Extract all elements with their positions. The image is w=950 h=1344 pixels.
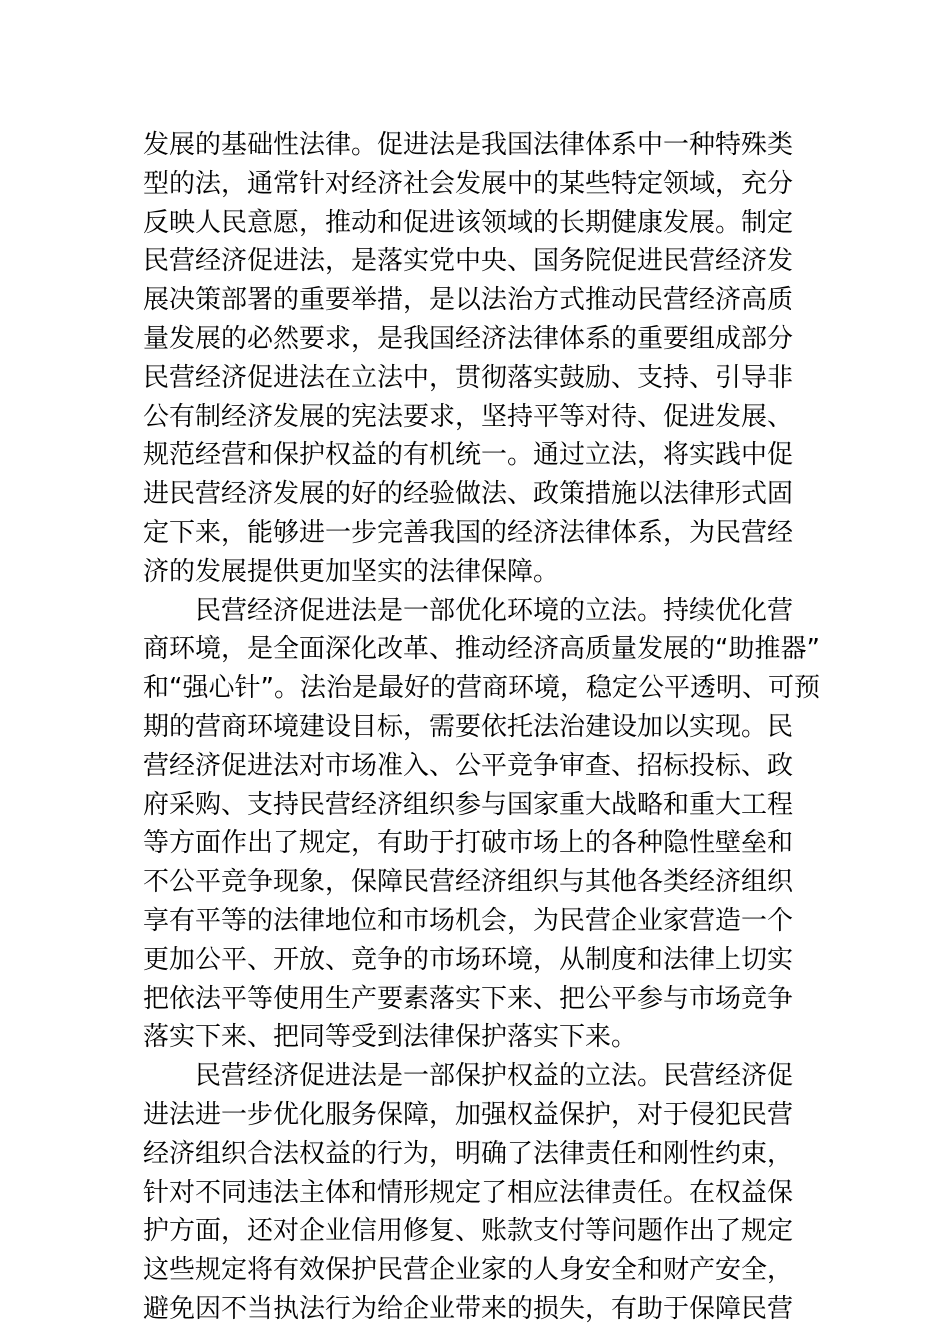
text-line: 反映人民意愿，推动和促进该领域的长期健康发展。制定 <box>143 207 794 238</box>
text-line: 型的法，通常针对经济社会发展中的某些特定领域，充分 <box>143 168 794 199</box>
text-line: 济的发展提供更加坚实的法律保障。 <box>143 556 560 587</box>
text-line: 进民营经济发展的好的经验做法、政策措施以法律形式固 <box>143 479 794 510</box>
text-line: 这些规定将有效保护民营企业家的人身安全和财产安全， <box>143 1255 794 1286</box>
text-line: 进法进一步优化服务保障，加强权益保护，对于侵犯民营 <box>143 1099 794 1130</box>
text-line: 公有制经济发展的宪法要求，坚持平等对待、促进发展、 <box>143 401 794 432</box>
text-line: 量发展的必然要求，是我国经济法律体系的重要组成部分 <box>143 323 794 354</box>
body-text <box>143 126 820 1329</box>
text-line: 针对不同违法主体和情形规定了相应法律责任。在权益保 <box>143 1177 794 1208</box>
text-line: 展决策部署的重要举措，是以法治方式推动民营经济高质 <box>143 285 794 316</box>
text-line: 等方面作出了规定，有助于打破市场上的各种隐性壁垒和 <box>143 828 794 859</box>
paragraph-start-line: 民营经济促进法是一部保护权益的立法。民营经济促 <box>195 1061 794 1092</box>
text-line: 避免因不当执法行为给企业带来的损失，有助于保障民营 <box>143 1293 794 1324</box>
text-line: 定下来，能够进一步完善我国的经济法律体系，为民营经 <box>143 517 794 548</box>
text-line: 护方面，还对企业信用修复、账款支付等问题作出了规定 <box>143 1216 794 1247</box>
text-line: 不公平竞争现象，保障民营经济组织与其他各类经济组织 <box>143 867 794 898</box>
text-line: 商环境，是全面深化改革、推动经济高质量发展的“助推器” <box>143 634 820 665</box>
text-line: 经济组织合法权益的行为，明确了法律责任和刚性约束， <box>143 1138 794 1169</box>
text-line: 营经济促进法对市场准入、公平竞争审查、招标投标、政 <box>143 750 794 781</box>
text-line: 享有平等的法律地位和市场机会，为民营企业家营造一个 <box>143 905 794 936</box>
text-line: 府采购、支持民营经济组织参与国家重大战略和重大工程 <box>143 789 794 820</box>
text-line: 落实下来、把同等受到法律保护落实下来。 <box>143 1022 638 1053</box>
text-line: 民营经济促进法在立法中，贯彻落实鼓励、支持、引导非 <box>143 362 794 393</box>
text-line: 期的营商环境建设目标，需要依托法治建设加以实现。民 <box>143 711 794 742</box>
text-line: 和“强心针”。法治是最好的营商环境，稳定公平透明、可预 <box>143 673 820 704</box>
text-line: 更加公平、开放、竞争的市场环境，从制度和法律上切实 <box>143 944 794 975</box>
text-line: 把依法平等使用生产要素落实下来、把公平参与市场竞争 <box>143 983 794 1014</box>
text-line: 民营经济促进法，是落实党中央、国务院促进民营经济发 <box>143 246 794 277</box>
text-line: 规范经营和保护权益的有机统一。通过立法，将实践中促 <box>143 440 794 471</box>
paragraph-start-line: 民营经济促进法是一部优化环境的立法。持续优化营 <box>195 595 794 626</box>
text-line: 发展的基础性法律。促进法是我国法律体系中一种特殊类 <box>143 130 794 160</box>
